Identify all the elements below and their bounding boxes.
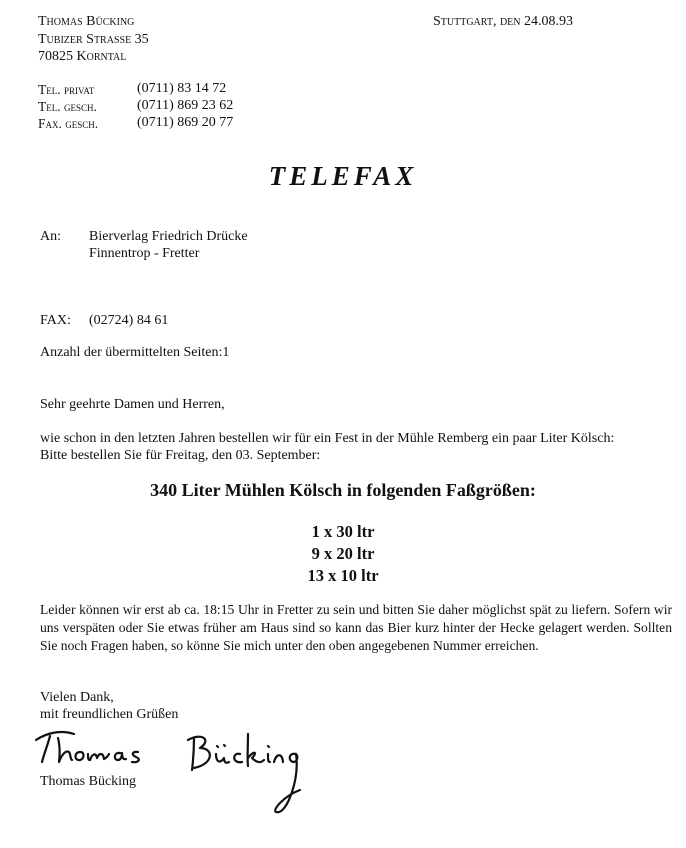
signed-name: Thomas Bücking: [40, 774, 137, 789]
contact-label-business: Tel. gesch.: [38, 99, 97, 114]
recipient-line2: Finnentrop - Fretter: [89, 246, 200, 261]
closing-greeting: mit freundlichen Grüßen: [40, 707, 179, 722]
fax-number: (02724) 84 61: [89, 313, 169, 328]
contact-label-private: Tel. privat: [38, 82, 95, 97]
contact-label-fax: Fax. gesch.: [38, 116, 99, 131]
intro-line-2: Bitte bestellen Sie für Freitag, den 03. September:: [40, 448, 321, 463]
handwritten-signature: [28, 718, 328, 818]
telefax-heading: TELEFAX: [268, 161, 418, 191]
order-item: 1 x 30 ltr: [311, 522, 375, 541]
contact-value-private: (0711) 83 14 72: [137, 81, 227, 96]
contact-value-fax: (0711) 869 20 77: [137, 115, 234, 130]
sender-name: Thomas Bücking: [38, 14, 135, 29]
recipient-line1: Bierverlag Friedrich Drücke: [89, 229, 248, 244]
intro-line-1: wie schon in den letzten Jahren bestellen wir für ein Fest in der Mühle Remberg ein paar Liter Kölsch:: [40, 431, 615, 446]
fax-label: FAX:: [40, 313, 71, 328]
page-count: Anzahl der übermittelten Seiten:1: [40, 345, 230, 360]
body-paragraph: Leider können wir erst ab ca. 18:15 Uhr in Fretter zu sein und bitten Sie daher möglichst spät zu liefern. Sofern wir uns verspäten oder Sie etwas früher am Haus sind so kann das Bier kurz hinter der Hecke gelagert werden. Sollten Sie noch Fragen haben, so könne Sie mich unter den oben angegebenen Nummer erreichen.: [40, 602, 672, 653]
salutation: Sehr geehrte Damen und Herren,: [40, 397, 225, 412]
order-item: 13 x 10 ltr: [307, 566, 379, 585]
order-item: 9 x 20 ltr: [311, 544, 375, 563]
closing-thanks: Vielen Dank,: [40, 690, 114, 705]
contact-value-business: (0711) 869 23 62: [137, 98, 234, 113]
recipient-label: An:: [40, 229, 61, 244]
sender-street: Tubizer Straße 35: [38, 32, 149, 47]
sender-city: 70825 Korntal: [38, 49, 127, 64]
order-title: 340 Liter Mühlen Kölsch in folgenden Faßgrößen:: [150, 480, 536, 500]
place-date: Stuttgart, den 24.08.93: [433, 14, 574, 29]
